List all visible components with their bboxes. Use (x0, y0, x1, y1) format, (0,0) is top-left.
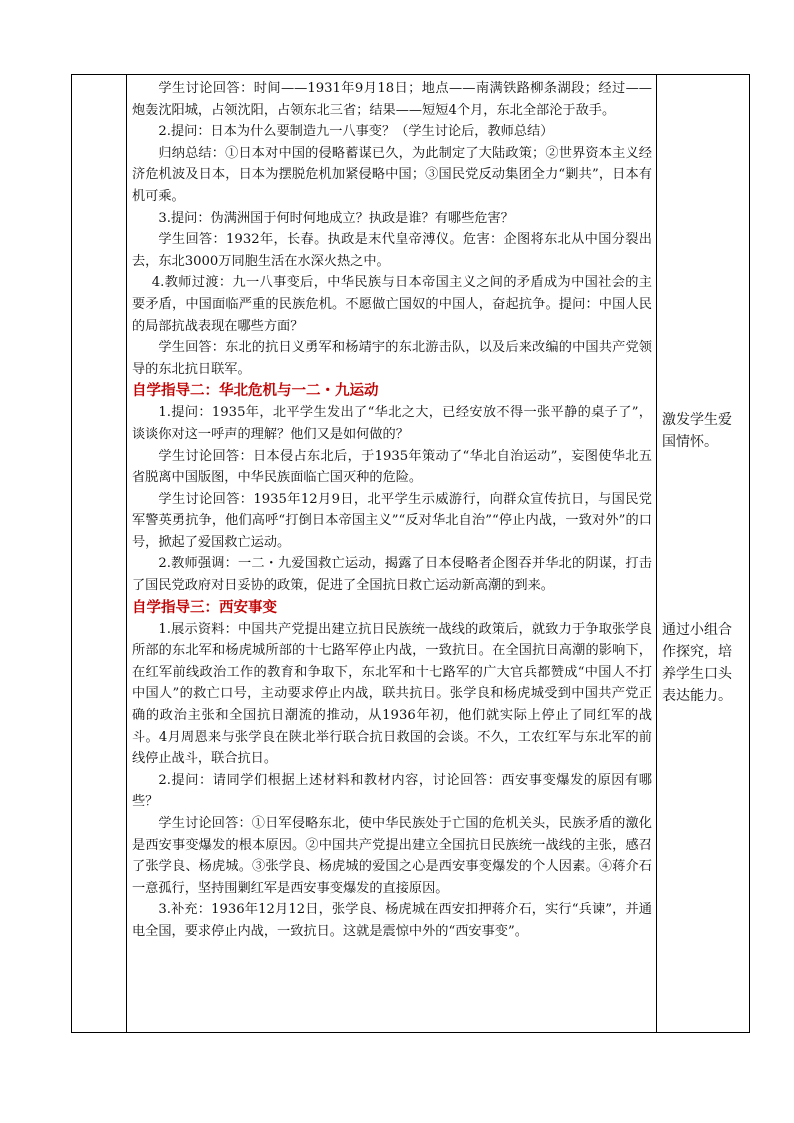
column-divider-left (126, 75, 127, 1032)
column-divider-right (656, 75, 657, 1032)
paragraph: 1.提问：1935年，北平学生发出了“华北之大，已经安放不得一张平静的桌子了”，谈谈你对这一呼声的理解？他们又是如何做的？ (132, 405, 652, 442)
paragraph: 学生回答：1932年，长春。执政是末代皇帝溥仪。危害：企图将东北从中国分裂出去，东北3000万同胞生活在水深火热之中。 (132, 232, 652, 269)
paragraph: 3.提问：伪满洲国于何时何地成立？执政是谁？有哪些危害？ (158, 210, 514, 226)
main-content (132, 78, 652, 943)
paragraph: 2.教师强调：一二・九爱国救亡运动，揭露了日本侵略者企图吞并华北的阴谋，打击了国民党政府对日妥协的政策，促进了全国抗日救亡运动新高潮的到来。 (132, 556, 652, 594)
paragraph: 归纳总结：①日本对中国的侵略蓄谋已久，为此制定了大陆政策；②世界资本主义经济危机波及日本，日本为摆脱危机加紧侵略中国；③国民党反动集团全力“剿共”，日本有机可乘。 (132, 145, 652, 204)
paragraph: 3.补充：1936年12月12日，张学良、杨虎城在西安扣押蒋介石，实行“兵谏”，并通电全国，要求停止内战，一致抗日。这就是震惊中外的“西安事变”。 (132, 902, 652, 939)
section-heading: 自学指导二：华北危机与一二・九运动 (132, 382, 379, 400)
paragraph: 学生讨论回答：时间——1931年9月18日；地点——南满铁路柳条湖段；经过——炮轰沈阳城，占领沈阳，占领东北三省；结果——短短4个月，东北全部沦于敌手。 (132, 81, 652, 118)
paragraph: 学生讨论回答：1935年12月9日，北平学生示威游行，向群众宣传抗日，与国民党军警英勇抗争，他们高呼“打倒日本帝国主义”“反对华北自治”“停止内战，一致对外”的口号，掀起了爱国救亡运动。 (132, 491, 652, 550)
paragraph: 1.展示资料：中国共产党提出建立抗日民族统一战线的政策后，就致力于争取张学良所部的东北军和杨虎城所部的十七路军停止内战，一致抗日。在全国抗日高潮的影响下，在红军前线政治工作的教育和争取下，东北军和十七路军的广大官兵都赞成“中国人不打中国人”的救亡口号，主动要求停止内战，联共抗日。张学良和杨虎城受到中国共产党正确的政治主张和全国抗日潮流的推动，从1936年初，他们就实际上停止了同红军的战斗。4月周恩来与张学良在陕北举行联合抗日救国的会谈。不久，工农红军与东北军的前线停止战斗，联合抗日。 (132, 621, 652, 767)
paragraph: 学生讨论回答：日本侵占东北后，于1935年策动了“华北自治运动”，妄图使华北五省脱离中国版图，中华民族面临亡国灭种的危险。 (132, 448, 652, 486)
side-note: 通过小组合作探究，培养学生口头表达能力。 (662, 622, 732, 704)
paragraph: 学生讨论回答：①日军侵略东北，使中华民族处于亡国的危机关头，民族矛盾的激化是西安事变爆发的根本原因。②中国共产党提出建立全国抗日民族统一战线的主张，感召了张学良、杨虎城。③张学良、杨虎城的爱国之心是西安事变爆发的个人因素。④蒋介石一意孤行，坚持围剿红军是西安事变爆发的直接原因。 (132, 816, 652, 896)
lesson-table (71, 74, 750, 1033)
paragraph: 2.提问：请同学们根据上述材料和教材内容，讨论回答：西安事变爆发的原因有哪些？ (132, 772, 652, 810)
paragraph: 2.提问：日本为什么要制造九一八事变？（学生讨论后，教师总结） (158, 124, 554, 140)
section-heading: 自学指导三：西安事变 (132, 598, 277, 616)
side-note: 激发学生爱国情怀。 (662, 412, 732, 450)
paragraph: 学生回答：东北的抗日义勇军和杨靖宇的东北游击队，以及后来改编的中国共产党领导的东北抗日联军。 (132, 340, 652, 377)
paragraph: 4.教师过渡：九一八事变后，中华民族与日本帝国主义之间的矛盾成为中国社会的主要矛盾，中国面临严重的民族危机。不愿做亡国奴的中国人，奋起抗争。提问：中国人民的局部抗战表现在哪些方面？ (132, 275, 652, 334)
